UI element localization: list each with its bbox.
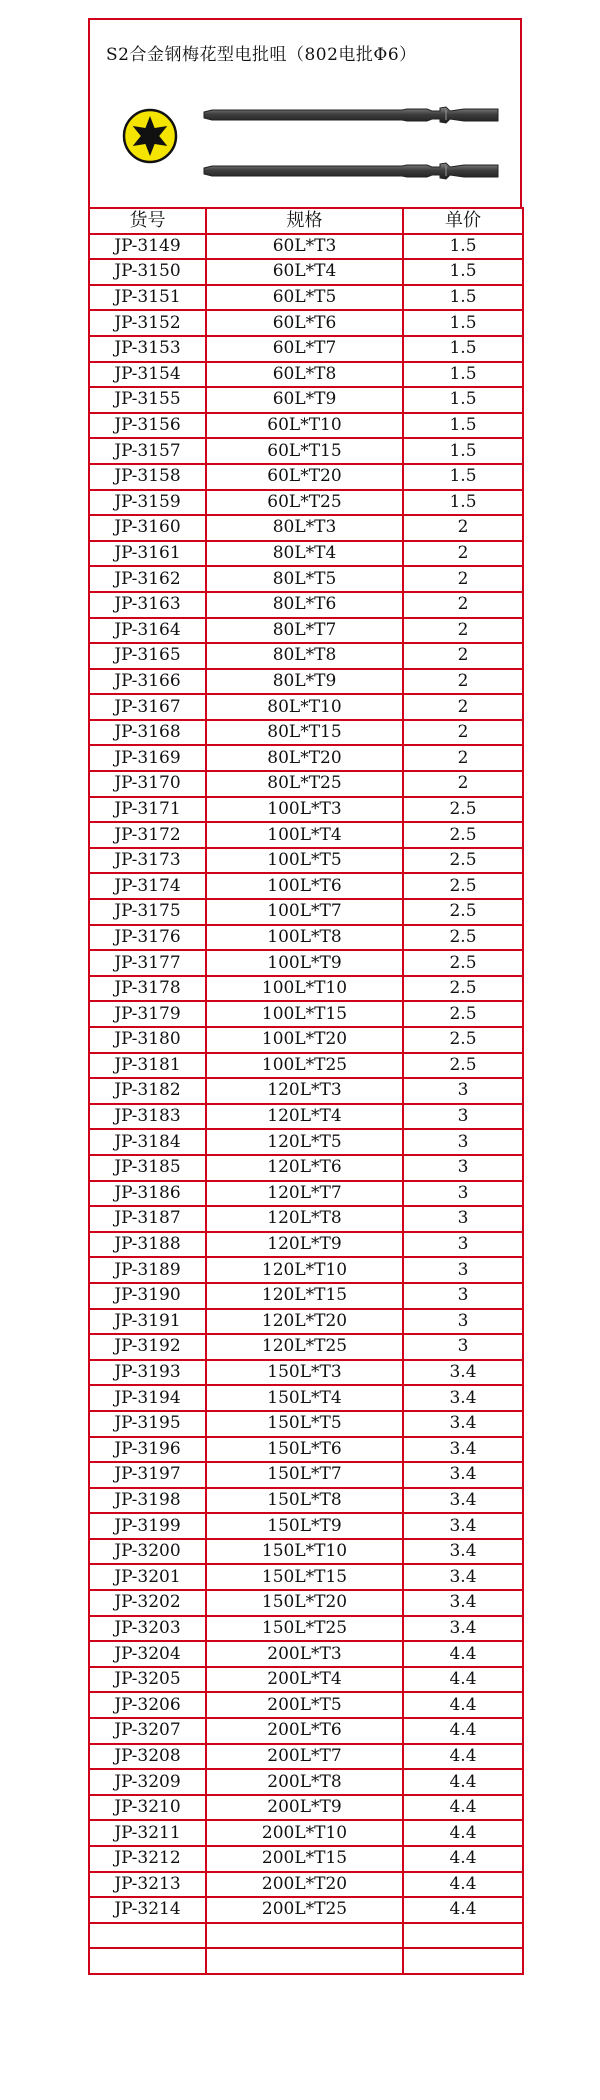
unit-price-cell: 3 <box>403 1181 523 1207</box>
unit-price-cell: 2.5 <box>403 1027 523 1053</box>
table-row <box>89 1488 523 1514</box>
unit-price-cell: 3 <box>403 1334 523 1360</box>
spec-cell: 100L*T5 <box>206 848 403 874</box>
table-row <box>89 1462 523 1488</box>
item-number-cell: JP-3201 <box>89 1564 206 1590</box>
spec-cell: 200L*T9 <box>206 1795 403 1821</box>
unit-price-cell: 3 <box>403 1283 523 1309</box>
table-row <box>89 1948 523 1974</box>
table-row <box>89 1692 523 1718</box>
unit-price-cell: 2 <box>403 592 523 618</box>
spec-cell: 200L*T7 <box>206 1744 403 1770</box>
table-row <box>89 1846 523 1872</box>
torx-star-icon <box>122 108 178 164</box>
spec-cell: 80L*T5 <box>206 566 403 592</box>
unit-price-cell: 2.5 <box>403 797 523 823</box>
unit-price-cell: 2.5 <box>403 976 523 1002</box>
spec-cell: 200L*T6 <box>206 1718 403 1744</box>
table-row <box>89 1385 523 1411</box>
unit-price-cell: 3 <box>403 1232 523 1258</box>
item-number-cell <box>89 1948 206 1974</box>
item-number-cell: JP-3186 <box>89 1181 206 1207</box>
item-number-cell: JP-3207 <box>89 1718 206 1744</box>
unit-price-cell: 4.4 <box>403 1897 523 1923</box>
spec-cell: 150L*T3 <box>206 1360 403 1386</box>
item-number-cell <box>89 1923 206 1949</box>
unit-price-cell: 3 <box>403 1257 523 1283</box>
spec-cell: 100L*T10 <box>206 976 403 1002</box>
spec-cell: 80L*T6 <box>206 592 403 618</box>
table-row <box>89 1769 523 1795</box>
item-number-cell: JP-3211 <box>89 1820 206 1846</box>
spec-cell: 80L*T15 <box>206 720 403 746</box>
table-row <box>89 1411 523 1437</box>
unit-price-cell: 3 <box>403 1155 523 1181</box>
item-number-cell: JP-3150 <box>89 259 206 285</box>
spec-cell: 200L*T20 <box>206 1872 403 1898</box>
spec-cell: 150L*T15 <box>206 1564 403 1590</box>
spec-cell: 80L*T3 <box>206 515 403 541</box>
unit-price-cell: 3.4 <box>403 1616 523 1642</box>
table-row <box>89 1641 523 1667</box>
table-body <box>89 234 523 1974</box>
spec-cell: 200L*T25 <box>206 1897 403 1923</box>
item-number-cell: JP-3162 <box>89 566 206 592</box>
spec-cell: 120L*T10 <box>206 1257 403 1283</box>
spec-cell: 60L*T6 <box>206 310 403 336</box>
table-row <box>89 797 523 823</box>
spec-cell: 150L*T6 <box>206 1437 403 1463</box>
unit-price-cell: 4.4 <box>403 1795 523 1821</box>
unit-price-cell: 3.4 <box>403 1411 523 1437</box>
unit-price-cell: 1.5 <box>403 259 523 285</box>
spec-cell: 200L*T5 <box>206 1692 403 1718</box>
spec-cell: 100L*T15 <box>206 1001 403 1027</box>
spec-cell: 150L*T25 <box>206 1616 403 1642</box>
table-header-row <box>89 208 523 234</box>
item-number-cell: JP-3196 <box>89 1437 206 1463</box>
unit-price-cell: 2 <box>403 669 523 695</box>
table-row <box>89 259 523 285</box>
unit-price-cell: 2 <box>403 694 523 720</box>
unit-price-cell: 4.4 <box>403 1667 523 1693</box>
item-number-cell: JP-3166 <box>89 669 206 695</box>
item-number-cell: JP-3169 <box>89 745 206 771</box>
unit-price-cell: 1.5 <box>403 310 523 336</box>
unit-price-cell: 2 <box>403 541 523 567</box>
table-row <box>89 1181 523 1207</box>
spec-cell: 80L*T25 <box>206 771 403 797</box>
table-row <box>89 618 523 644</box>
item-number-cell: JP-3161 <box>89 541 206 567</box>
unit-price-cell: 2.5 <box>403 925 523 951</box>
table-row <box>89 1564 523 1590</box>
table-row <box>89 1001 523 1027</box>
item-number-cell: JP-3160 <box>89 515 206 541</box>
item-number-cell: JP-3151 <box>89 285 206 311</box>
product-header <box>88 18 522 207</box>
item-number-cell: JP-3185 <box>89 1155 206 1181</box>
column-header-spec: 规格 <box>206 208 403 234</box>
item-number-cell: JP-3189 <box>89 1257 206 1283</box>
unit-price-cell: 4.4 <box>403 1769 523 1795</box>
table-row <box>89 336 523 362</box>
table-row <box>89 234 523 260</box>
table-row <box>89 1897 523 1923</box>
table-row <box>89 1718 523 1744</box>
table-row <box>89 1616 523 1642</box>
item-number-cell: JP-3154 <box>89 362 206 388</box>
item-number-cell: JP-3187 <box>89 1206 206 1232</box>
table-row <box>89 950 523 976</box>
table-row <box>89 1155 523 1181</box>
table-row <box>89 694 523 720</box>
unit-price-cell: 3.4 <box>403 1437 523 1463</box>
spec-cell: 200L*T10 <box>206 1820 403 1846</box>
item-number-cell: JP-3176 <box>89 925 206 951</box>
unit-price-cell: 1.5 <box>403 464 523 490</box>
unit-price-cell <box>403 1923 523 1949</box>
item-number-cell: JP-3173 <box>89 848 206 874</box>
unit-price-cell: 3.4 <box>403 1539 523 1565</box>
table-row <box>89 541 523 567</box>
unit-price-cell: 4.4 <box>403 1872 523 1898</box>
table-row <box>89 515 523 541</box>
item-number-cell: JP-3203 <box>89 1616 206 1642</box>
spec-cell: 100L*T25 <box>206 1053 403 1079</box>
table-row <box>89 771 523 797</box>
table-row <box>89 1053 523 1079</box>
unit-price-cell: 1.5 <box>403 387 523 413</box>
item-number-cell: JP-3181 <box>89 1053 206 1079</box>
table-row <box>89 1539 523 1565</box>
unit-price-cell: 2.5 <box>403 873 523 899</box>
table-row <box>89 745 523 771</box>
table-row <box>89 1872 523 1898</box>
unit-price-cell: 1.5 <box>403 490 523 516</box>
unit-price-cell: 2.5 <box>403 822 523 848</box>
unit-price-cell: 3 <box>403 1309 523 1335</box>
table-row <box>89 720 523 746</box>
table-row <box>89 873 523 899</box>
item-number-cell: JP-3213 <box>89 1872 206 1898</box>
spec-cell: 60L*T7 <box>206 336 403 362</box>
item-number-cell: JP-3164 <box>89 618 206 644</box>
table-row <box>89 413 523 439</box>
unit-price-cell: 2 <box>403 618 523 644</box>
spec-cell: 150L*T8 <box>206 1488 403 1514</box>
spec-cell: 60L*T25 <box>206 490 403 516</box>
spec-cell: 120L*T4 <box>206 1104 403 1130</box>
item-number-cell: JP-3149 <box>89 234 206 260</box>
unit-price-cell: 3 <box>403 1206 523 1232</box>
unit-price-cell: 2.5 <box>403 950 523 976</box>
spec-cell: 60L*T15 <box>206 438 403 464</box>
unit-price-cell: 3.4 <box>403 1385 523 1411</box>
product-title: S2合金钢梅花型电批咀（802电批Φ6） <box>106 45 417 65</box>
unit-price-cell: 2 <box>403 515 523 541</box>
table-row <box>89 438 523 464</box>
spec-cell: 80L*T7 <box>206 618 403 644</box>
unit-price-cell: 3.4 <box>403 1360 523 1386</box>
spec-cell: 200L*T4 <box>206 1667 403 1693</box>
table-row <box>89 1104 523 1130</box>
item-number-cell: JP-3188 <box>89 1232 206 1258</box>
item-number-cell: JP-3204 <box>89 1641 206 1667</box>
unit-price-cell: 2.5 <box>403 848 523 874</box>
item-number-cell: JP-3198 <box>89 1488 206 1514</box>
table-row <box>89 285 523 311</box>
item-number-cell: JP-3168 <box>89 720 206 746</box>
table-row <box>89 925 523 951</box>
item-number-cell: JP-3156 <box>89 413 206 439</box>
unit-price-cell: 4.4 <box>403 1692 523 1718</box>
unit-price-cell: 2 <box>403 720 523 746</box>
item-number-cell: JP-3177 <box>89 950 206 976</box>
spec-cell: 100L*T6 <box>206 873 403 899</box>
spec-cell: 60L*T10 <box>206 413 403 439</box>
item-number-cell: JP-3171 <box>89 797 206 823</box>
spec-cell: 150L*T10 <box>206 1539 403 1565</box>
table-row <box>89 1795 523 1821</box>
item-number-cell: JP-3209 <box>89 1769 206 1795</box>
spec-cell: 60L*T3 <box>206 234 403 260</box>
spec-cell <box>206 1923 403 1949</box>
item-number-cell: JP-3208 <box>89 1744 206 1770</box>
unit-price-cell: 3 <box>403 1104 523 1130</box>
item-number-cell: JP-3183 <box>89 1104 206 1130</box>
price-sheet <box>88 18 522 1975</box>
unit-price-cell: 4.4 <box>403 1846 523 1872</box>
spec-cell: 120L*T7 <box>206 1181 403 1207</box>
spec-cell: 100L*T9 <box>206 950 403 976</box>
unit-price-cell: 2 <box>403 745 523 771</box>
item-number-cell: JP-3152 <box>89 310 206 336</box>
spec-cell: 100L*T20 <box>206 1027 403 1053</box>
item-number-cell: JP-3170 <box>89 771 206 797</box>
column-header-item-no: 货号 <box>89 208 206 234</box>
unit-price-cell: 4.4 <box>403 1820 523 1846</box>
item-number-cell: JP-3182 <box>89 1078 206 1104</box>
item-number-cell: JP-3163 <box>89 592 206 618</box>
table-row <box>89 643 523 669</box>
table-row <box>89 1820 523 1846</box>
item-number-cell: JP-3212 <box>89 1846 206 1872</box>
unit-price-cell: 4.4 <box>403 1718 523 1744</box>
item-number-cell: JP-3174 <box>89 873 206 899</box>
table-row <box>89 1437 523 1463</box>
unit-price-cell: 3 <box>403 1129 523 1155</box>
unit-price-cell: 1.5 <box>403 336 523 362</box>
table-row <box>89 1360 523 1386</box>
spec-cell: 150L*T4 <box>206 1385 403 1411</box>
unit-price-cell: 2 <box>403 771 523 797</box>
spec-cell: 150L*T5 <box>206 1411 403 1437</box>
table-row <box>89 1667 523 1693</box>
item-number-cell: JP-3179 <box>89 1001 206 1027</box>
unit-price-cell: 2.5 <box>403 899 523 925</box>
screwdriver-bit-image <box>202 102 500 128</box>
spec-cell <box>206 1948 403 1974</box>
unit-price-cell: 3.4 <box>403 1462 523 1488</box>
item-number-cell: JP-3175 <box>89 899 206 925</box>
table-row <box>89 1078 523 1104</box>
table-row <box>89 1923 523 1949</box>
unit-price-cell: 3 <box>403 1078 523 1104</box>
table-row <box>89 1283 523 1309</box>
price-table <box>88 207 524 1975</box>
item-number-cell: JP-3199 <box>89 1513 206 1539</box>
unit-price-cell: 2 <box>403 566 523 592</box>
unit-price-cell: 3.4 <box>403 1513 523 1539</box>
spec-cell: 120L*T8 <box>206 1206 403 1232</box>
spec-cell: 80L*T4 <box>206 541 403 567</box>
table-row <box>89 1257 523 1283</box>
item-number-cell: JP-3194 <box>89 1385 206 1411</box>
item-number-cell: JP-3178 <box>89 976 206 1002</box>
unit-price-cell: 2.5 <box>403 1001 523 1027</box>
item-number-cell: JP-3205 <box>89 1667 206 1693</box>
table-row <box>89 1590 523 1616</box>
table-row <box>89 592 523 618</box>
unit-price-cell: 1.5 <box>403 285 523 311</box>
item-number-cell: JP-3197 <box>89 1462 206 1488</box>
spec-cell: 80L*T20 <box>206 745 403 771</box>
unit-price-cell: 4.4 <box>403 1641 523 1667</box>
table-row <box>89 566 523 592</box>
spec-cell: 100L*T3 <box>206 797 403 823</box>
item-number-cell: JP-3206 <box>89 1692 206 1718</box>
spec-cell: 60L*T9 <box>206 387 403 413</box>
spec-cell: 150L*T7 <box>206 1462 403 1488</box>
item-number-cell: JP-3184 <box>89 1129 206 1155</box>
table-row <box>89 848 523 874</box>
unit-price-cell: 2 <box>403 643 523 669</box>
item-number-cell: JP-3180 <box>89 1027 206 1053</box>
unit-price-cell: 1.5 <box>403 362 523 388</box>
unit-price-cell: 3.4 <box>403 1564 523 1590</box>
spec-cell: 120L*T25 <box>206 1334 403 1360</box>
table-row <box>89 669 523 695</box>
unit-price-cell: 1.5 <box>403 413 523 439</box>
table-row <box>89 822 523 848</box>
spec-cell: 150L*T9 <box>206 1513 403 1539</box>
spec-cell: 60L*T8 <box>206 362 403 388</box>
table-row <box>89 1744 523 1770</box>
spec-cell: 120L*T15 <box>206 1283 403 1309</box>
item-number-cell: JP-3157 <box>89 438 206 464</box>
item-number-cell: JP-3192 <box>89 1334 206 1360</box>
spec-cell: 200L*T8 <box>206 1769 403 1795</box>
column-header-unit-price: 单价 <box>403 208 523 234</box>
table-row <box>89 899 523 925</box>
spec-cell: 200L*T15 <box>206 1846 403 1872</box>
unit-price-cell: 2.5 <box>403 1053 523 1079</box>
item-number-cell: JP-3158 <box>89 464 206 490</box>
table-row <box>89 1232 523 1258</box>
unit-price-cell: 1.5 <box>403 234 523 260</box>
spec-cell: 100L*T4 <box>206 822 403 848</box>
spec-cell: 120L*T9 <box>206 1232 403 1258</box>
item-number-cell: JP-3202 <box>89 1590 206 1616</box>
item-number-cell: JP-3195 <box>89 1411 206 1437</box>
table-row <box>89 1206 523 1232</box>
spec-cell: 100L*T7 <box>206 899 403 925</box>
item-number-cell: JP-3214 <box>89 1897 206 1923</box>
spec-cell: 80L*T8 <box>206 643 403 669</box>
unit-price-cell: 1.5 <box>403 438 523 464</box>
screwdriver-bit-image <box>202 158 500 184</box>
table-row <box>89 464 523 490</box>
item-number-cell: JP-3155 <box>89 387 206 413</box>
item-number-cell: JP-3167 <box>89 694 206 720</box>
item-number-cell: JP-3153 <box>89 336 206 362</box>
spec-cell: 150L*T20 <box>206 1590 403 1616</box>
table-row <box>89 976 523 1002</box>
item-number-cell: JP-3191 <box>89 1309 206 1335</box>
item-number-cell: JP-3165 <box>89 643 206 669</box>
unit-price-cell: 4.4 <box>403 1744 523 1770</box>
table-row <box>89 1334 523 1360</box>
spec-cell: 200L*T3 <box>206 1641 403 1667</box>
spec-cell: 80L*T10 <box>206 694 403 720</box>
spec-cell: 60L*T5 <box>206 285 403 311</box>
item-number-cell: JP-3172 <box>89 822 206 848</box>
table-row <box>89 490 523 516</box>
table-row <box>89 1129 523 1155</box>
spec-cell: 80L*T9 <box>206 669 403 695</box>
table-row <box>89 310 523 336</box>
unit-price-cell: 3.4 <box>403 1488 523 1514</box>
table-row <box>89 1513 523 1539</box>
unit-price-cell <box>403 1948 523 1974</box>
table-row <box>89 1309 523 1335</box>
table-row <box>89 362 523 388</box>
spec-cell: 120L*T6 <box>206 1155 403 1181</box>
spec-cell: 120L*T3 <box>206 1078 403 1104</box>
spec-cell: 100L*T8 <box>206 925 403 951</box>
table-row <box>89 1027 523 1053</box>
spec-cell: 60L*T4 <box>206 259 403 285</box>
item-number-cell: JP-3190 <box>89 1283 206 1309</box>
item-number-cell: JP-3210 <box>89 1795 206 1821</box>
item-number-cell: JP-3159 <box>89 490 206 516</box>
table-row <box>89 387 523 413</box>
spec-cell: 120L*T5 <box>206 1129 403 1155</box>
spec-cell: 60L*T20 <box>206 464 403 490</box>
unit-price-cell: 3.4 <box>403 1590 523 1616</box>
item-number-cell: JP-3193 <box>89 1360 206 1386</box>
spec-cell: 120L*T20 <box>206 1309 403 1335</box>
item-number-cell: JP-3200 <box>89 1539 206 1565</box>
